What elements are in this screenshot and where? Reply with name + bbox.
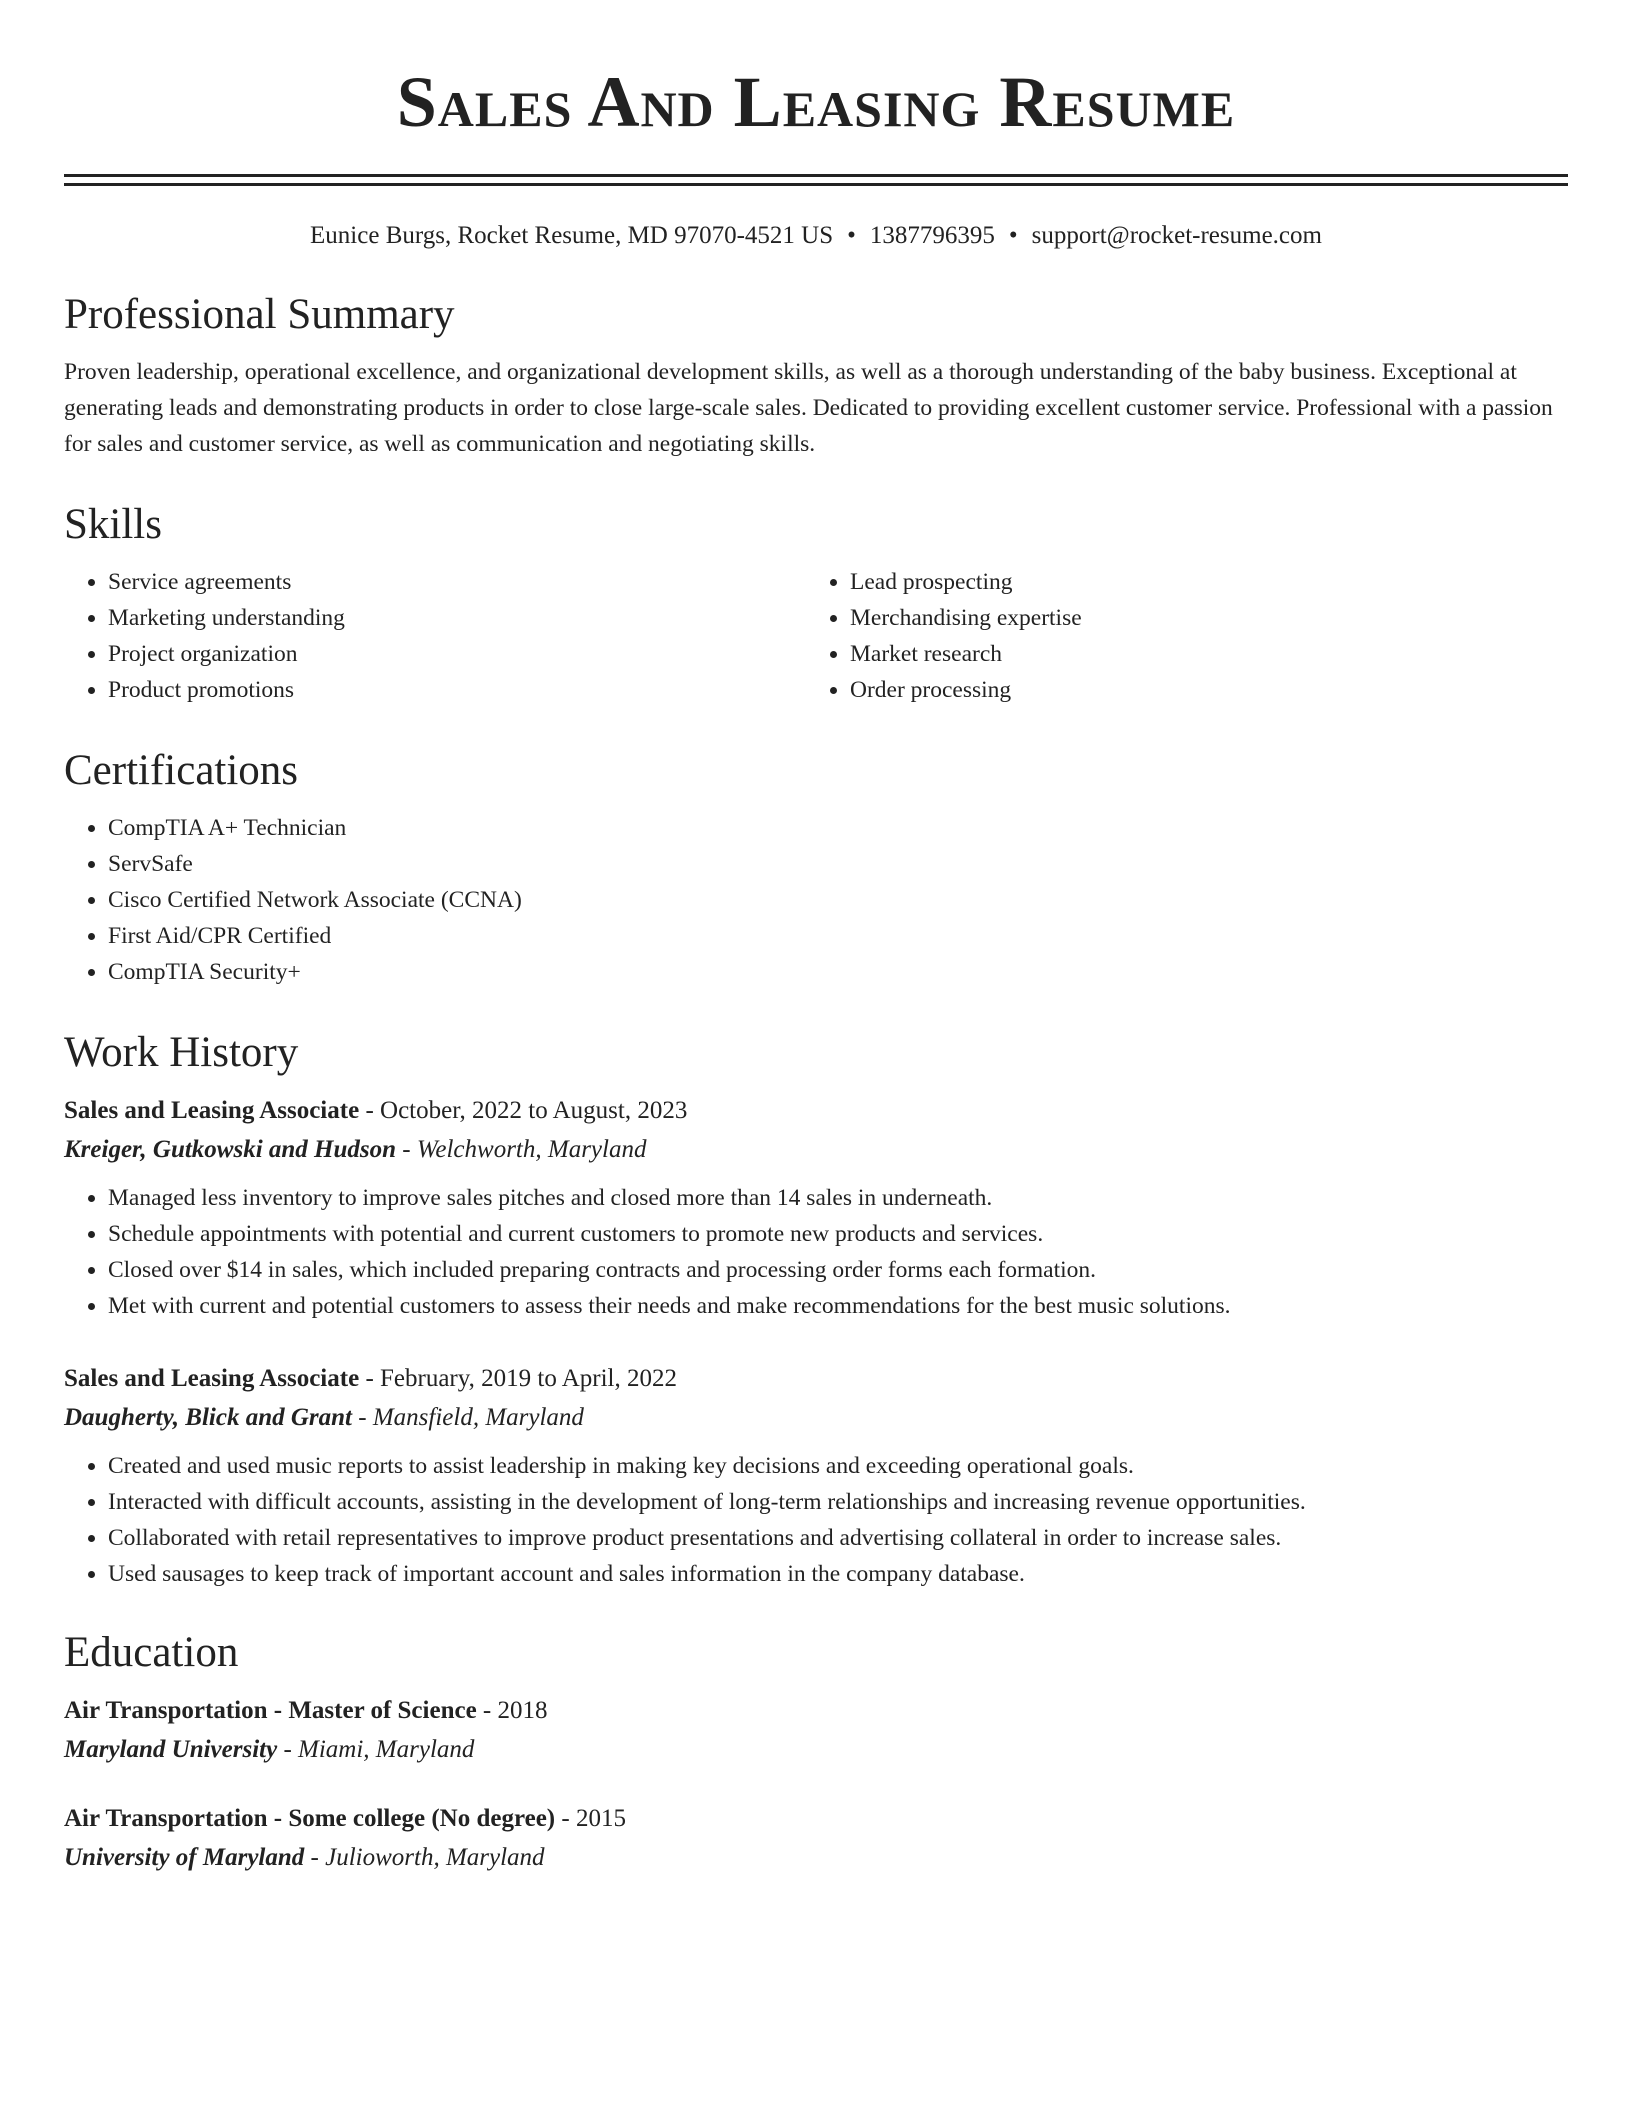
skill-item: • Marketing understanding	[108, 600, 806, 636]
job-duty-item: • Managed less inventory to improve sales pitches and closed more than 14 sales in underneath.	[108, 1180, 1568, 1216]
skills-grid	[64, 564, 1568, 708]
certifications-heading: Certifications	[64, 747, 299, 794]
certification-item: • CompTIA Security+	[108, 954, 1568, 990]
job-header	[64, 1092, 1568, 1130]
contact-separator: •	[847, 222, 856, 249]
job-title: Sales and Leasing Associate	[64, 1097, 360, 1124]
job-entry	[64, 1360, 1568, 1592]
job-duties-list	[64, 1448, 1568, 1592]
job-company: Daugherty, Blick and Grant	[64, 1404, 353, 1431]
job-duty-item: • Schedule appointments with potential and current customers to promote new products and services.	[108, 1216, 1568, 1252]
contact-address: Eunice Burgs, Rocket Resume, MD 97070-4521 US	[310, 222, 834, 249]
skill-item: • Product promotions	[108, 672, 806, 708]
job-duty-item: • Interacted with difficult accounts, assisting in the development of long-term relationships and increasing revenue opportunities.	[108, 1484, 1568, 1520]
skill-item: • Service agreements	[108, 564, 806, 600]
contact-email: support@rocket-resume.com	[1031, 222, 1322, 249]
summary-heading: Professional Summary	[64, 291, 455, 338]
title-double-rule	[64, 174, 1568, 186]
education-school-line	[64, 1730, 1568, 1770]
skills-list-left	[64, 564, 806, 708]
job-header	[64, 1360, 1568, 1398]
job-duty-item: • Collaborated with retail representatives to improve product presentations and advertising collateral in order to increase sales.	[108, 1520, 1568, 1556]
job-dates: - October, 2022 to August, 2023	[365, 1097, 688, 1124]
certification-item: • Cisco Certified Network Associate (CCNA)	[108, 882, 1568, 918]
job-duty-item: • Met with current and potential customers to assess their needs and make recommendations for the best music solutions.	[108, 1288, 1568, 1324]
skills-heading: Skills	[64, 501, 162, 548]
job-duty-item: • Closed over $14 in sales, which included preparing contracts and processing order forms each formation.	[108, 1252, 1568, 1288]
education-header	[64, 1692, 1568, 1730]
skill-item: • Order processing	[850, 672, 1568, 708]
contact-line	[64, 220, 1568, 252]
job-company: Kreiger, Gutkowski and Hudson	[64, 1136, 397, 1163]
skill-item: • Project organization	[108, 636, 806, 672]
education-location: - Miami, Maryland	[283, 1736, 475, 1763]
job-company-line	[64, 1398, 1568, 1438]
education-degree: Air Transportation - Some college (No degree)	[64, 1805, 556, 1832]
job-duties-list	[64, 1180, 1568, 1324]
job-entry	[64, 1092, 1568, 1324]
contact-separator: •	[1008, 222, 1018, 249]
education-location: - Julioworth, Maryland	[310, 1844, 545, 1871]
education-entry	[64, 1800, 1568, 1878]
job-duty-item: • Used sausages to keep track of important account and sales information in the company database.	[108, 1556, 1568, 1592]
skill-item: • Market research	[850, 636, 1568, 672]
summary-text: Proven leadership, operational excellence, and organizational development skills, as well as a thorough understanding of the baby business. Exceptional at generating leads and demonstrating products in order to close large-scale sales. Dedicated to providing excellent customer service. Professional with a passion for sales and customer service, as well as communication and negotiating skills.	[64, 359, 1553, 457]
skill-item: • Lead prospecting	[850, 564, 1568, 600]
skills-list-right	[806, 564, 1568, 708]
education-year: - 2018	[482, 1697, 548, 1724]
contact-phone: 1387796395	[869, 222, 995, 249]
job-location: - Mansfield, Maryland	[358, 1404, 584, 1431]
certifications-list	[64, 810, 1568, 990]
education-school: Maryland University	[64, 1736, 278, 1763]
education-degree: Air Transportation - Master of Science	[64, 1697, 477, 1724]
work-history-heading: Work History	[64, 1029, 299, 1076]
education-heading: Education	[64, 1629, 239, 1676]
education-school: University of Maryland	[64, 1844, 305, 1871]
education-header	[64, 1800, 1568, 1838]
certification-item: • ServSafe	[108, 846, 1568, 882]
resume-title: Sales And Leasing Resume	[396, 62, 1236, 142]
education-year: - 2015	[561, 1805, 626, 1832]
job-duty-item: • Created and used music reports to assist leadership in making key decisions and exceeding operational goals.	[108, 1448, 1568, 1484]
certification-item: • CompTIA A+ Technician	[108, 810, 1568, 846]
certification-item: • First Aid/CPR Certified	[108, 918, 1568, 954]
job-location: - Welchworth, Maryland	[402, 1136, 647, 1163]
education-entry	[64, 1692, 1568, 1770]
job-title: Sales and Leasing Associate	[64, 1365, 360, 1392]
job-company-line	[64, 1130, 1568, 1170]
job-dates: - February, 2019 to April, 2022	[365, 1365, 677, 1392]
skill-item: • Merchandising expertise	[850, 600, 1568, 636]
education-school-line	[64, 1838, 1568, 1878]
